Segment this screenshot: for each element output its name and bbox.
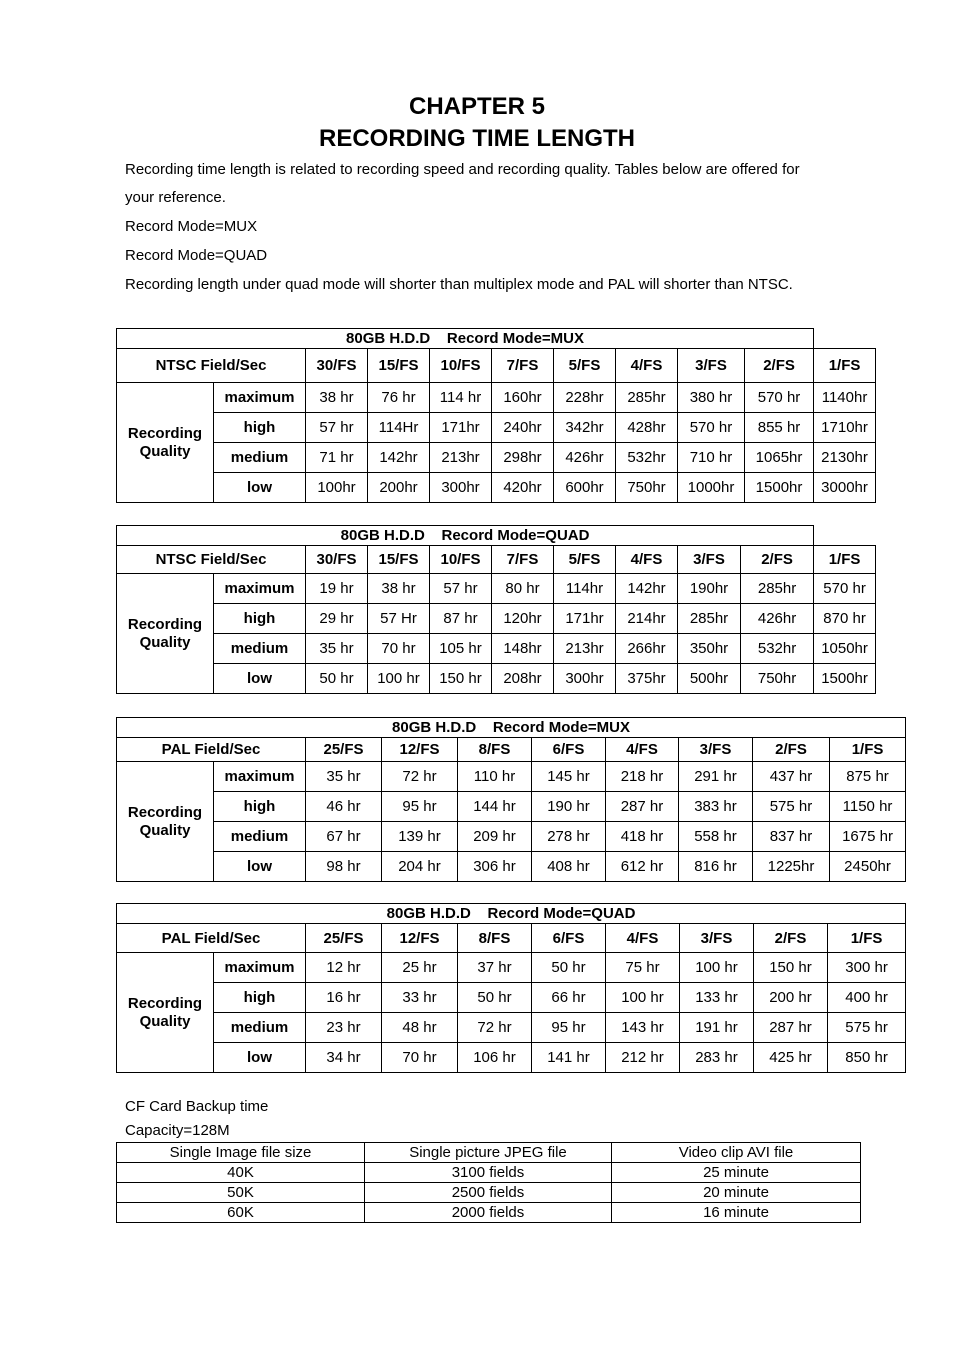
recording-time-cell: 266hr [616, 634, 678, 664]
recording-time-cell: 570 hr [745, 383, 814, 413]
quality-row [117, 383, 876, 413]
cf-header-row [117, 1143, 861, 1163]
recording-time-cell: 837 hr [753, 822, 830, 852]
recording-time-cell: 426hr [741, 604, 814, 634]
recording-time-cell: 191 hr [680, 1013, 754, 1043]
cf-header-cell: Single picture JPEG file [365, 1143, 612, 1163]
quality-row [117, 473, 876, 503]
quality-level: low [214, 1043, 306, 1073]
recording-time-cell: 200hr [368, 473, 430, 503]
recording-time-cell: 750hr [741, 664, 814, 694]
recording-time-cell: 34 hr [306, 1043, 382, 1073]
recording-quality-label: Recording Quality [117, 383, 214, 503]
quality-row [117, 443, 876, 473]
recording-time-cell: 148hr [492, 634, 554, 664]
quality-level: maximum [214, 383, 306, 413]
speed-header: 1/FS [830, 738, 906, 762]
recording-time-cell: 114 hr [430, 383, 492, 413]
recording-time-cell: 500hr [678, 664, 741, 694]
recording-time-cell: 1065hr [745, 443, 814, 473]
recording-time-cell: 437 hr [753, 762, 830, 792]
quality-row [117, 634, 876, 664]
cf-cell: 20 minute [612, 1183, 861, 1203]
recording-time-cell: 142hr [368, 443, 430, 473]
speed-header: 25/FS [306, 738, 382, 762]
table-header-row [117, 546, 876, 574]
recording-time-cell: 213hr [554, 634, 616, 664]
table-header-row [117, 738, 906, 762]
recording-time-cell: 1140hr [814, 383, 876, 413]
speed-header: 1/FS [828, 924, 906, 953]
quality-level: high [214, 983, 306, 1013]
speed-header: 3/FS [680, 924, 754, 953]
chapter-heading: RECORDING TIME LENGTH [319, 125, 635, 152]
recording-time-cell: 1225hr [753, 852, 830, 882]
recording-time-cell: 76 hr [368, 383, 430, 413]
recording-time-cell: 106 hr [458, 1043, 532, 1073]
recording-time-cell: 35 hr [306, 634, 368, 664]
cf-backup-title: CF Card Backup time [125, 1098, 269, 1115]
recording-time-cell: 1050hr [814, 634, 876, 664]
recording-time-table [116, 717, 906, 882]
recording-time-cell: 143 hr [606, 1013, 680, 1043]
quality-level: maximum [214, 574, 306, 604]
speed-header: 12/FS [382, 924, 458, 953]
recording-time-cell: 87 hr [430, 604, 492, 634]
quality-level: high [214, 604, 306, 634]
recording-time-cell: 57 hr [430, 574, 492, 604]
recording-time-cell: 200 hr [754, 983, 828, 1013]
recording-time-cell: 383 hr [679, 792, 753, 822]
recording-time-cell: 1500hr [745, 473, 814, 503]
cf-row [117, 1203, 861, 1223]
recording-time-cell: 300 hr [828, 953, 906, 983]
recording-time-cell: 37 hr [458, 953, 532, 983]
speed-header: 7/FS [492, 546, 554, 574]
recording-time-cell: 150 hr [430, 664, 492, 694]
recording-time-cell: 278 hr [532, 822, 606, 852]
recording-time-cell: 3000hr [814, 473, 876, 503]
quality-row [117, 413, 876, 443]
cf-header-cell: Video clip AVI file [612, 1143, 861, 1163]
recording-time-cell: 228hr [554, 383, 616, 413]
recording-time-cell: 214hr [616, 604, 678, 634]
recording-time-cell: 171hr [554, 604, 616, 634]
quality-row [117, 822, 906, 852]
table-caption-row [117, 718, 906, 738]
recording-time-cell: 114Hr [368, 413, 430, 443]
recording-time-cell: 612 hr [606, 852, 679, 882]
recording-time-cell: 145 hr [532, 762, 606, 792]
recording-time-cell: 287 hr [606, 792, 679, 822]
recording-time-cell: 98 hr [306, 852, 382, 882]
speed-header: 4/FS [616, 349, 678, 383]
recording-time-cell: 532hr [616, 443, 678, 473]
recording-time-cell: 1710hr [814, 413, 876, 443]
quality-row [117, 664, 876, 694]
recording-time-table [116, 525, 876, 694]
recording-time-cell: 71 hr [306, 443, 368, 473]
recording-quality-label: Recording Quality [117, 953, 214, 1073]
recording-time-cell: 150 hr [754, 953, 828, 983]
recording-time-cell: 575 hr [828, 1013, 906, 1043]
cf-row [117, 1163, 861, 1183]
recording-time-cell: 144 hr [458, 792, 532, 822]
recording-time-cell: 110 hr [458, 762, 532, 792]
recording-time-table [116, 903, 906, 1073]
speed-header: 10/FS [430, 546, 492, 574]
table-caption: 80GB H.D.D Record Mode=QUAD [117, 904, 906, 924]
recording-time-cell: 600hr [554, 473, 616, 503]
recording-time-cell: 2450hr [830, 852, 906, 882]
cf-cell: 3100 fields [365, 1163, 612, 1183]
quality-level: low [214, 473, 306, 503]
recording-time-cell: 208hr [492, 664, 554, 694]
cf-cell: 40K [117, 1163, 365, 1183]
recording-time-cell: 850 hr [828, 1043, 906, 1073]
recording-time-cell: 75 hr [606, 953, 680, 983]
recording-time-cell: 570 hr [814, 574, 876, 604]
recording-time-cell: 57 hr [306, 413, 368, 443]
cf-header-cell: Single Image file size [117, 1143, 365, 1163]
recording-quality-label: Recording Quality [117, 762, 214, 882]
recording-time-cell: 23 hr [306, 1013, 382, 1043]
recording-time-cell: 105 hr [430, 634, 492, 664]
quality-row [117, 852, 906, 882]
recording-time-cell: 100hr [306, 473, 368, 503]
quality-row [117, 953, 906, 983]
recording-time-cell: 710 hr [678, 443, 745, 473]
recording-time-cell: 342hr [554, 413, 616, 443]
cf-capacity: Capacity=128M [125, 1122, 230, 1139]
recording-quality-label: Recording Quality [117, 574, 214, 694]
recording-time-cell: 428hr [616, 413, 678, 443]
quality-level: medium [214, 1013, 306, 1043]
speed-header: 6/FS [532, 738, 606, 762]
recording-time-cell: 570 hr [678, 413, 745, 443]
speed-header: 4/FS [606, 924, 680, 953]
quality-level: low [214, 664, 306, 694]
system-header: PAL Field/Sec [117, 738, 306, 762]
recording-time-cell: 306 hr [458, 852, 532, 882]
speed-header: 8/FS [458, 738, 532, 762]
recording-time-cell: 212 hr [606, 1043, 680, 1073]
cf-cell: 2500 fields [365, 1183, 612, 1203]
speed-header: 5/FS [554, 546, 616, 574]
system-header: NTSC Field/Sec [117, 546, 306, 574]
cf-cell: 25 minute [612, 1163, 861, 1183]
recording-time-cell: 285hr [678, 604, 741, 634]
recording-time-cell: 142hr [616, 574, 678, 604]
recording-time-cell: 855 hr [745, 413, 814, 443]
speed-header: 2/FS [745, 349, 814, 383]
recording-time-cell: 213hr [430, 443, 492, 473]
speed-header: 10/FS [430, 349, 492, 383]
quality-row [117, 983, 906, 1013]
recording-time-cell: 33 hr [382, 983, 458, 1013]
speed-header: 5/FS [554, 349, 616, 383]
speed-header: 2/FS [741, 546, 814, 574]
cf-cell: 2000 fields [365, 1203, 612, 1223]
quality-level: medium [214, 443, 306, 473]
record-mode-mux-text: Record Mode=MUX [125, 218, 258, 235]
recording-time-cell: 25 hr [382, 953, 458, 983]
recording-time-cell: 80 hr [492, 574, 554, 604]
recording-time-cell: 38 hr [306, 383, 368, 413]
speed-header: 15/FS [368, 349, 430, 383]
recording-time-cell: 95 hr [532, 1013, 606, 1043]
recording-time-cell: 95 hr [382, 792, 458, 822]
record-mode-quad-text: Record Mode=QUAD [125, 247, 268, 264]
quality-level: high [214, 413, 306, 443]
table-caption-row [117, 904, 906, 924]
recording-time-cell: 19 hr [306, 574, 368, 604]
quality-level: maximum [214, 762, 306, 792]
recording-time-cell: 100 hr [368, 664, 430, 694]
recording-time-cell: 12 hr [306, 953, 382, 983]
table-caption-row [117, 526, 876, 546]
recording-time-cell: 870 hr [814, 604, 876, 634]
intro-text-line-1: Recording time length is related to recording speed and recording quality. Tables below are offered for [125, 161, 800, 178]
speed-header: 1/FS [814, 546, 876, 574]
table-caption: 80GB H.D.D Record Mode=MUX [117, 329, 814, 349]
speed-header: 4/FS [606, 738, 679, 762]
speed-header: 7/FS [492, 349, 554, 383]
recording-time-cell: 29 hr [306, 604, 368, 634]
recording-time-cell: 171hr [430, 413, 492, 443]
note-text: Recording length under quad mode will shorter than multiplex mode and PAL will shorter than NTSC. [125, 276, 793, 293]
speed-header: 8/FS [458, 924, 532, 953]
recording-time-cell: 120hr [492, 604, 554, 634]
speed-header: 30/FS [306, 349, 368, 383]
recording-time-cell: 575 hr [753, 792, 830, 822]
quality-row [117, 1013, 906, 1043]
recording-time-cell: 400 hr [828, 983, 906, 1013]
recording-time-cell: 283 hr [680, 1043, 754, 1073]
table-caption: 80GB H.D.D Record Mode=QUAD [117, 526, 814, 546]
recording-time-cell: 72 hr [458, 1013, 532, 1043]
speed-header: 15/FS [368, 546, 430, 574]
recording-time-cell: 57 Hr [368, 604, 430, 634]
intro-text-line-2: your reference. [125, 189, 226, 206]
speed-header: 3/FS [678, 349, 745, 383]
table-header-row [117, 924, 906, 953]
recording-time-cell: 291 hr [679, 762, 753, 792]
recording-time-cell: 2130hr [814, 443, 876, 473]
recording-time-cell: 300hr [554, 664, 616, 694]
recording-time-cell: 66 hr [532, 983, 606, 1013]
recording-time-cell: 35 hr [306, 762, 382, 792]
speed-header: 6/FS [532, 924, 606, 953]
cf-cell: 60K [117, 1203, 365, 1223]
chapter-number: CHAPTER 5 [408, 93, 546, 120]
recording-time-cell: 16 hr [306, 983, 382, 1013]
recording-time-cell: 532hr [741, 634, 814, 664]
recording-time-cell: 426hr [554, 443, 616, 473]
speed-header: 3/FS [679, 738, 753, 762]
recording-time-cell: 141 hr [532, 1043, 606, 1073]
recording-time-cell: 287 hr [754, 1013, 828, 1043]
recording-time-cell: 1500hr [814, 664, 876, 694]
table-caption-row [117, 329, 876, 349]
recording-time-cell: 190hr [678, 574, 741, 604]
recording-time-cell: 133 hr [680, 983, 754, 1013]
recording-time-cell: 300hr [430, 473, 492, 503]
cf-cell: 50K [117, 1183, 365, 1203]
recording-time-cell: 70 hr [382, 1043, 458, 1073]
recording-time-cell: 190 hr [532, 792, 606, 822]
speed-header: 4/FS [616, 546, 678, 574]
recording-time-cell: 139 hr [382, 822, 458, 852]
recording-time-cell: 1675 hr [830, 822, 906, 852]
recording-time-cell: 350hr [678, 634, 741, 664]
quality-level: medium [214, 634, 306, 664]
recording-time-cell: 298hr [492, 443, 554, 473]
quality-level: medium [214, 822, 306, 852]
recording-time-cell: 38 hr [368, 574, 430, 604]
recording-time-cell: 100 hr [680, 953, 754, 983]
recording-time-cell: 558 hr [679, 822, 753, 852]
system-header: PAL Field/Sec [117, 924, 306, 953]
table-header-row [117, 349, 876, 383]
recording-time-cell: 380 hr [678, 383, 745, 413]
quality-level: maximum [214, 953, 306, 983]
recording-time-cell: 1150 hr [830, 792, 906, 822]
system-header: NTSC Field/Sec [117, 349, 306, 383]
recording-time-cell: 48 hr [382, 1013, 458, 1043]
recording-time-cell: 408 hr [532, 852, 606, 882]
recording-time-cell: 50 hr [458, 983, 532, 1013]
recording-time-cell: 209 hr [458, 822, 532, 852]
recording-time-cell: 875 hr [830, 762, 906, 792]
speed-header: 30/FS [306, 546, 368, 574]
quality-level: low [214, 852, 306, 882]
recording-time-cell: 285hr [616, 383, 678, 413]
quality-row [117, 574, 876, 604]
recording-time-cell: 1000hr [678, 473, 745, 503]
recording-time-cell: 375hr [616, 664, 678, 694]
recording-time-cell: 160hr [492, 383, 554, 413]
recording-time-cell: 218 hr [606, 762, 679, 792]
recording-time-cell: 114hr [554, 574, 616, 604]
quality-row [117, 762, 906, 792]
quality-level: high [214, 792, 306, 822]
quality-row [117, 604, 876, 634]
recording-time-cell: 70 hr [368, 634, 430, 664]
recording-time-cell: 50 hr [532, 953, 606, 983]
recording-time-cell: 418 hr [606, 822, 679, 852]
recording-time-cell: 420hr [492, 473, 554, 503]
speed-header: 2/FS [753, 738, 830, 762]
recording-time-cell: 50 hr [306, 664, 368, 694]
recording-time-cell: 67 hr [306, 822, 382, 852]
recording-time-cell: 46 hr [306, 792, 382, 822]
quality-row [117, 1043, 906, 1073]
cf-backup-table [116, 1142, 861, 1223]
recording-time-cell: 750hr [616, 473, 678, 503]
speed-header: 2/FS [754, 924, 828, 953]
recording-time-cell: 204 hr [382, 852, 458, 882]
table-caption: 80GB H.D.D Record Mode=MUX [117, 718, 906, 738]
cf-row [117, 1183, 861, 1203]
recording-time-cell: 285hr [741, 574, 814, 604]
speed-header: 12/FS [382, 738, 458, 762]
speed-header: 1/FS [814, 349, 876, 383]
recording-time-cell: 816 hr [679, 852, 753, 882]
speed-header: 25/FS [306, 924, 382, 953]
recording-time-table [116, 328, 876, 503]
recording-time-cell: 240hr [492, 413, 554, 443]
recording-time-cell: 425 hr [754, 1043, 828, 1073]
recording-time-cell: 100 hr [606, 983, 680, 1013]
cf-cell: 16 minute [612, 1203, 861, 1223]
recording-time-cell: 72 hr [382, 762, 458, 792]
quality-row [117, 792, 906, 822]
speed-header: 3/FS [678, 546, 741, 574]
